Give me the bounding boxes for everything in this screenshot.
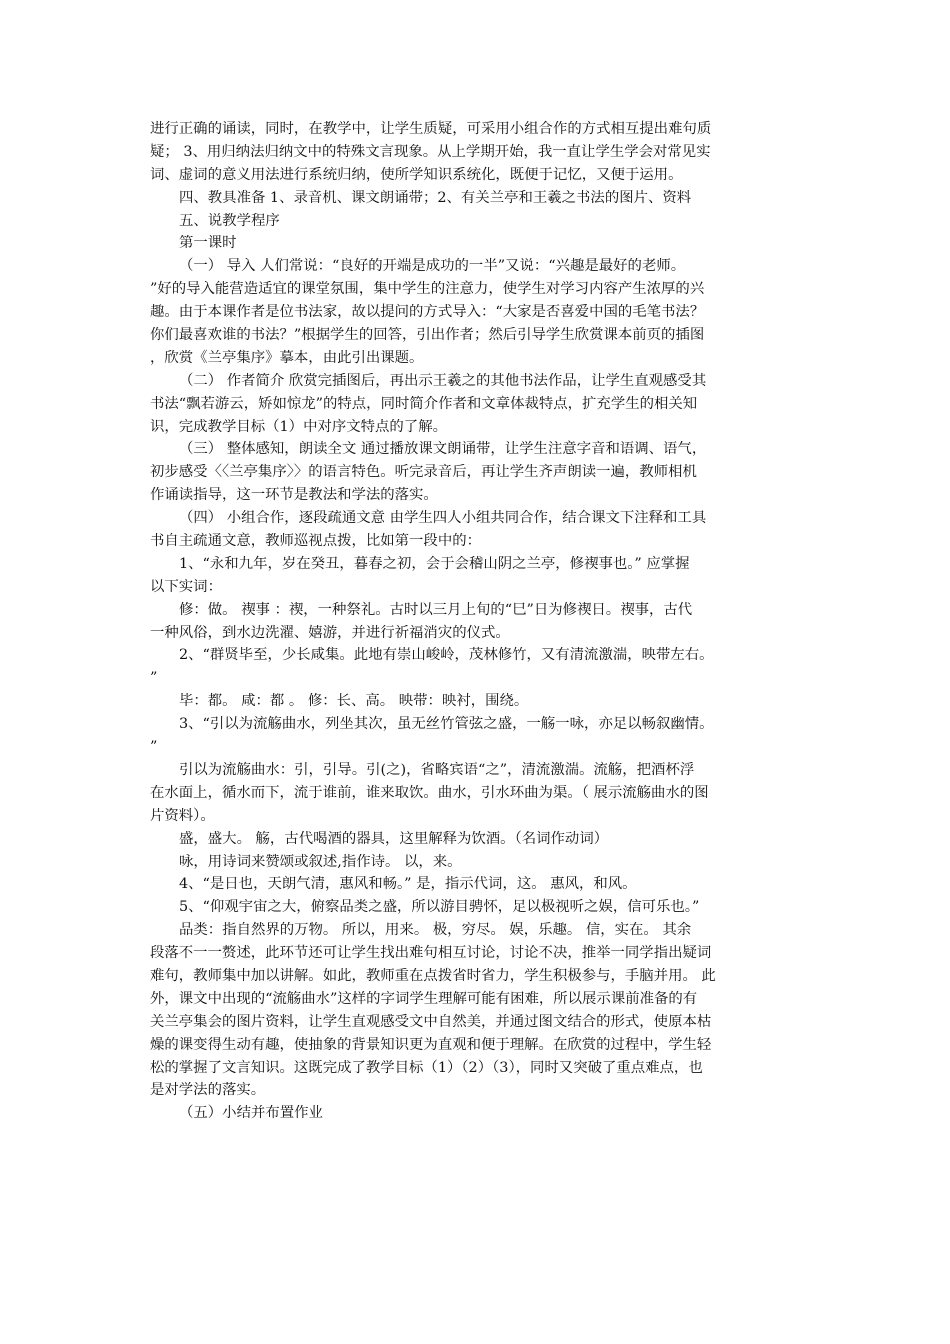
text-line: （五）小结并布置作业 xyxy=(179,1105,323,1122)
text-line: 难句，教师集中加以讲解。如此，教师重在点拨省时省力，学生积极参与，手脑并用。 此 xyxy=(150,967,716,984)
text-line: 初步感受〈〈兰亭集序〉〉的语言特色。听完录音后，再让学生齐声朗读一遍，教师相机 xyxy=(150,464,697,481)
text-line: 书自主疏通文意，教师巡视点拨，比如第一段中的： xyxy=(150,533,481,550)
text-line: 一种风俗，到水边洗濯、嬉游，并进行祈福消灾的仪式。 xyxy=(150,624,510,641)
text-line: 片资料）。 xyxy=(150,807,215,824)
text-line: ，欣赏《兰亭集序》摹本，由此引出课题。 xyxy=(150,349,424,366)
text-line: 修：做。 禊事 ：禊，一种祭礼。古时以三月上旬的“巳”日为修禊日。禊事，古代 xyxy=(179,601,693,618)
text-line: 盛，盛大。 觞，古代喝酒的器具，这里解释为饮酒。（名词作动词） xyxy=(179,830,609,847)
text-line: 4、“是日也，天朗气清，惠风和畅。” 是，指示代词，这。 惠风，和风。 xyxy=(179,876,637,893)
text-line: 五、说教学程序 xyxy=(179,212,280,229)
text-line: 2、“群贤毕至，少长咸集。此地有崇山峻岭，茂林修竹，又有清流激湍，映带左右。 xyxy=(179,647,714,664)
text-line: 毕：都。 咸：都 。 修：长、高。 映带：映衬，围绕。 xyxy=(179,693,529,710)
text-line: 5、“仰观宇宙之大，俯察品类之盛，所以游目骋怀，足以极视听之娱，信可乐也。” xyxy=(179,899,700,916)
text-line: 疑； 3、用归纳法归纳文中的特殊文言现象。从上学期开始，我一直让学生学会对常见实 xyxy=(150,143,711,160)
text-line: 在水面上，循水而下，流于谁前，谁来取饮。曲水，引水环曲为渠。（ 展示流觞曲水的图 xyxy=(150,784,709,801)
text-line: ” xyxy=(150,670,158,687)
text-line: 外，课文中出现的“流觞曲水”这样的字词学生理解可能有困难，所以展示课前准备的有 xyxy=(150,990,698,1007)
text-line: 以下实词： xyxy=(150,578,222,595)
text-line: （二） 作者简介 欣赏完插图后，再出示王羲之的其他书法作品，让学生直观感受其 xyxy=(179,372,707,389)
text-line: 3、“引以为流觞曲水，列坐其次，虽无丝竹管弦之盛，一觞一咏，亦足以畅叙幽情。 xyxy=(179,716,714,733)
text-line: 品类：指自然界的万物。 所以，用来。 极，穷尽。 娱，乐趣。 信，实在。 其余 xyxy=(179,922,692,939)
text-line: 燥的课变得生动有趣，使抽象的背景知识更为直观和便于理解。在欣赏的过程中，学生轻 xyxy=(150,1036,712,1053)
text-line: 四、教具准备 1、录音机、课文朗诵带；2、有关兰亭和王羲之书法的图片、资料 xyxy=(179,189,692,206)
text-line: 段落不一一赘述，此环节还可让学生找出难句相互讨论，讨论不决，推举一同学指出疑词 xyxy=(150,945,712,962)
text-line: 引以为流觞曲水：引，引导。引(之)，省略宾语“之”，清流激湍。流觞，把酒杯浮 xyxy=(179,761,695,778)
text-line: ”好的导入能营造适宜的课堂氛围，集中学生的注意力，使学生对学习内容产生浓厚的兴 xyxy=(150,281,705,298)
text-line: 关兰亭集会的图片资料，让学生直观感受文中自然美，并通过图文结合的形式，使原本枯 xyxy=(150,1013,712,1030)
text-line: 趣。由于本课作者是位书法家，故以提问的方式导入：“大家是否喜爱中国的毛笔书法？ xyxy=(150,304,705,321)
text-line: 作诵读指导，这一环节是教法和学法的落实。 xyxy=(150,487,438,504)
text-line: ” xyxy=(150,739,158,756)
text-line: 词、虚词的意义用法进行系统归纳，使所学知识系统化，既便于记忆，又便于运用。 xyxy=(150,166,683,183)
text-line: 是对学法的落实。 xyxy=(150,1082,266,1099)
text-line: （三） 整体感知，朗读全文 通过播放课文朗诵带，让学生注意字音和语调、语气， xyxy=(179,441,707,458)
text-line: 1、“永和九年，岁在癸丑，暮春之初，会于会稽山阴之兰亭，修禊事也。” 应掌握 xyxy=(179,555,690,572)
text-line: 进行正确的诵读，同时，在教学中，让学生质疑，可采用小组合作的方式相互提出难句质 xyxy=(150,121,712,137)
text-line: 你们最喜欢谁的书法？”根据学生的回答，引出作者；然后引导学生欣赏课本前页的插图 xyxy=(150,327,705,344)
text-line: 松的掌握了文言知识。这既完成了教学目标（1）（2）（3），同时又突破了重点难点，也 xyxy=(150,1059,703,1076)
text-line: 识，完成教学目标（1）中对序文特点的了解。 xyxy=(150,418,447,435)
text-line: 咏，用诗词来赞颂或叙述,指作诗。 以，来。 xyxy=(179,853,462,870)
document-page xyxy=(150,118,800,1125)
text-line: 第一课时 xyxy=(179,235,237,252)
text-line: （一） 导入 人们常说：“良好的开端是成功的一半”又说：“兴趣是最好的老师。 xyxy=(179,258,686,275)
text-line: （四） 小组合作，逐段疏通文意 由学生四人小组共同合作，结合课文下注释和工具 xyxy=(179,510,707,527)
text-line: 书法“飘若游云，矫如惊龙”的特点，同时简介作者和文章体裁特点，扩充学生的相关知 xyxy=(150,395,698,412)
